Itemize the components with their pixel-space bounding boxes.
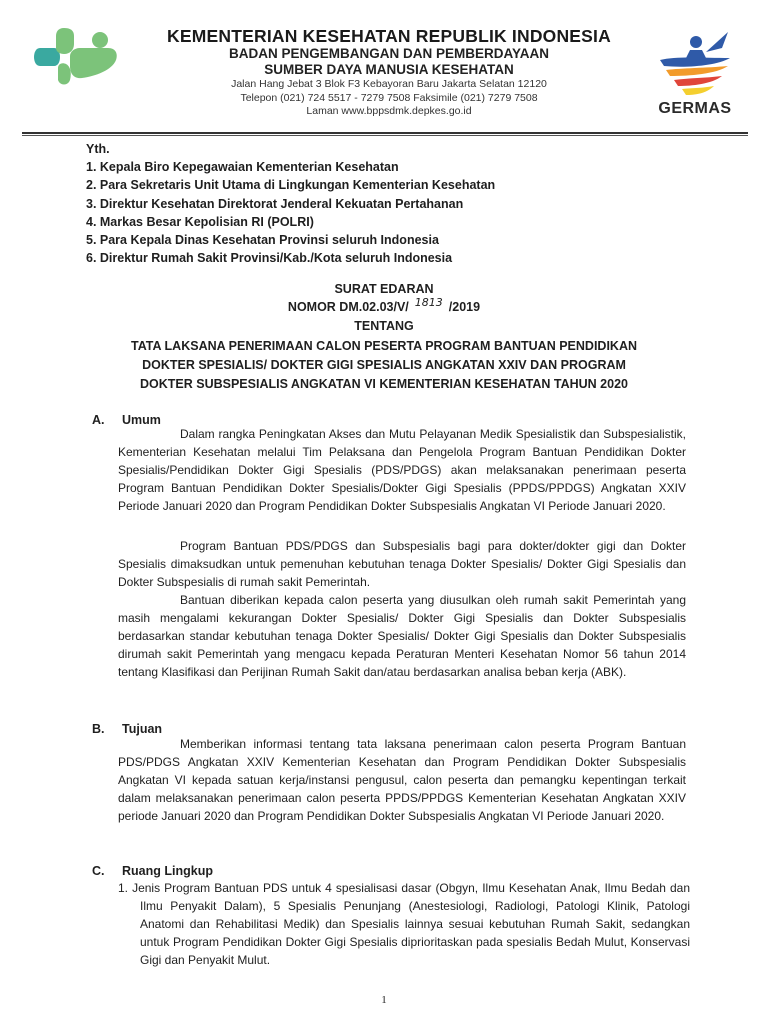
recipient-list — [86, 158, 606, 268]
germas-label: GERMAS — [658, 100, 732, 117]
section-title: Umum — [122, 413, 161, 427]
agency-line-1: BADAN PENGEMBANGAN DAN PEMBERDAYAAN — [228, 46, 550, 61]
ministry-name: KEMENTERIAN KESEHATAN REPUBLIK INDONESIA — [167, 26, 611, 46]
address: Jalan Hang Jebat 3 Blok F3 Kebayoran Baru Jakarta Selatan 12120 — [231, 78, 547, 90]
recipient-item: 3. Direktur Kesehatan Direktorat Jenderal Kekuatan Pertahanan — [86, 196, 464, 211]
section-b-heading — [92, 722, 162, 736]
letterhead — [138, 26, 640, 119]
section-letter: C. — [92, 864, 105, 878]
document-title-line: TATA LAKSANA PENERIMAAN CALON PESERTA PROGRAM BANTUAN PENDIDIKAN — [130, 339, 637, 353]
section-a-paragraph-1: Dalam rangka Peningkatan Akses dan Mutu Pelayanan Medik Spesialistik dan Subspesialistik, Kementerian Kesehatan melalui Tim Pelaksana dan Pengelola Program Bantuan Pendidikan Dokter Spesialis/Pendidikan Dokter Gigi Spesialis (PDS/PDGS) akan melaksanakan penerimaan peserta Program Bantuan Pendidikan Dokter Spesialis/Dokter Gigi Spesialis (PPDS/PPDGS) Angkatan XXIV Periode Januari 2020 dan Program Pendidikan Dokter Subspesialis Angkatan VI Periode Januari 2020. — [118, 427, 686, 513]
section-a-paragraph-3: Bantuan diberikan kepada calon peserta yang diusulkan oleh rumah sakit Pemerintah yang masih mengalami kekurangan Dokter Spesialis/ Dokter Gigi Spesialis dan Dokter Subspesialis berdasarkan standar kebutuhan tenaga Dokter Spesialis/ Dokter Gigi Spesialis dan Dokter Subspesialis dirumah sakit Pemerintah yang mengacu kepada Peraturan Menteri Kesehatan Nomor 56 tahun 2014 tentang Klasifikasi dan Perijinan Rumah Sakit dan/atau berdasarkan analisa beban kerja (ABK). — [118, 593, 686, 679]
recipients-block — [86, 140, 606, 268]
document-title-line: DOKTER SPESIALIS/ DOKTER GIGI SPESIALIS ANGKATAN XXIV DAN PROGRAM — [142, 358, 626, 372]
page-number: 1 — [381, 994, 387, 1006]
recipient-item: 1. Kepala Biro Kepegawaian Kementerian Kesehatan — [86, 160, 399, 174]
recipient-item: 6. Direktur Rumah Sakit Provinsi/Kab./Kota seluruh Indonesia — [86, 251, 453, 266]
number-prefix: NOMOR DM.02.03/V/ — [287, 300, 409, 314]
document-number — [60, 298, 708, 317]
document-title-line: DOKTER SUBSPESIALIS ANGKATAN VI KEMENTERIAN KESEHATAN TAHUN 2020 — [139, 377, 628, 391]
number-suffix: /2019 — [448, 300, 481, 314]
section-c-heading — [92, 864, 213, 878]
germas-logo — [656, 28, 734, 124]
section-c-list — [118, 879, 690, 969]
germas-logo-icon — [656, 28, 734, 100]
agency-line-2: SUMBER DAYA MANUSIA KESEHATAN — [264, 62, 514, 77]
handwritten-number: 1813 — [414, 296, 443, 309]
section-title: Tujuan — [122, 722, 163, 736]
recipient-item: 4. Markas Besar Kepolisian RI (POLRI) — [86, 214, 314, 229]
section-letter: B. — [92, 722, 105, 736]
letterhead-divider — [22, 132, 748, 134]
letterhead-divider-thin — [22, 135, 748, 136]
website: Laman www.bppsdmk.depkes.go.id — [306, 105, 472, 117]
section-title: Ruang Lingkup — [122, 864, 213, 878]
kemenkes-logo-icon — [30, 26, 122, 88]
section-a-paragraph-2: Program Bantuan PDS/PDGS dan Subspesialis bagi para dokter/dokter gigi dan Dokter Spesialis dimaksudkan untuk pemenuhan kebutuhan tenaga Dokter Spesialis/ Dokter Gigi Spesialis dan Dokter Subspesialis di rumah sakit Pemerintah. — [118, 539, 686, 589]
section-letter: A. — [92, 413, 105, 427]
document-type: SURAT EDARAN — [334, 282, 434, 296]
list-item: 1. Jenis Program Bantuan PDS untuk 4 spesialisasi dasar (Obgyn, Ilmu Kesehatan Anak, Ilmu Bedah dan Ilmu Penyakit Dalam), 5 Spesialis Penunjang (Anestesiologi, Radiologi, Patologi Klinik, Patologi Anatomi dan Rehabilitasi Medik) dan Spesialis lainnya sesuai kebutuhan Rumah Sakit, sedangkan untuk Program Pendidikan Dokter Gigi Spesialis diprioritaskan pada spesialis Bedah Mulut, Konservasi Gigi dan Penyakit Mulut. — [118, 881, 690, 967]
recipient-item: 2. Para Sekretaris Unit Utama di Lingkungan Kementerian Kesehatan — [86, 178, 496, 193]
recipient-salutation: Yth. — [86, 142, 110, 156]
circular-heading — [60, 280, 708, 394]
phone-fax: Telepon (021) 724 5517 - 7279 7508 Faksimile (021) 7279 7508 — [240, 91, 538, 104]
recipient-item: 5. Para Kepala Dinas Kesehatan Provinsi seluruh Indonesia — [86, 233, 439, 248]
about-label: TENTANG — [354, 319, 414, 333]
section-b-paragraph: Memberikan informasi tentang tata laksana penerimaan calon peserta Program Bantuan PDS/PDGS Angkatan XXIV Kementerian Kesehatan dan Program Pendidikan Dokter Subspesialis Angkatan VI kepada satuan kerja/instansi pengusul, calon peserta dan pemangku kepentingan terkait dalam melaksanakan penerimaan calon peserta PPDS/PPDGS Kementerian Kesehatan Angkatan XXIV periode Januari 2020 dan Program Pendidikan Dokter Subspesialis Angkatan VI Periode Januari 2020. — [118, 737, 686, 823]
